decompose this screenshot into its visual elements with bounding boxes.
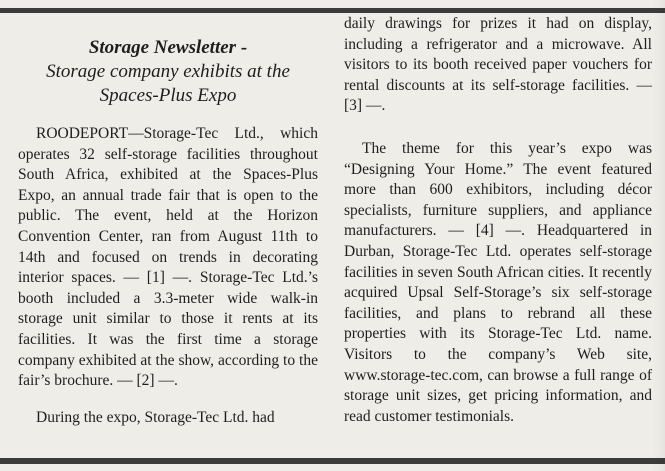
left-column	[18, 14, 318, 455]
bottom-rule	[0, 458, 665, 464]
top-rule	[0, 8, 665, 13]
article-subtitle-line1: Storage company exhibits at the	[46, 61, 290, 82]
paragraph-2-end: daily drawings for prizes it had on display, including a refrigerator and a microwave. All visitors to its booth received paper vouchers for rental discounts at its self-storage facilities. — [3] —.	[344, 15, 652, 115]
paragraph-3: The theme for this year’s expo was “Designing Your Home.” The event featured more than 600 exhibitors, including décor specialists, furniture suppliers, and appliance manufacturers. — [4] —. Headquartered in Durban, Storage-Tec Ltd. operates self-storage facilities in seven South African cities. It recently acquired Upsal Self-Storage’s six self-storage facilities, and plans to rebrand all these properties with its Storage-Tec Ltd. name. Visitors to the company’s Web site, www.storage-tec.com, can browse a full range of storage unit sizes, get pricing information, and read customer testimonials.	[344, 139, 652, 425]
article-subtitle-line2: Spaces-Plus Expo	[99, 85, 237, 106]
newsletter-title: Storage Newsletter -	[88, 37, 248, 58]
right-column	[344, 14, 652, 455]
paragraph-2-start: During the expo, Storage-Tec Ltd. had	[36, 408, 275, 426]
page-edge-shading	[653, 0, 665, 471]
article-heading	[18, 36, 318, 108]
paragraph-1: ROODEPORT—Storage-Tec Ltd., which operates 32 self-storage facilities throughout South Africa, exhibited at the Spaces-Plus Expo, an annual trade fair that is open to the public. The event, held at the Horizon Convention Center, ran from August 11th to 14th and focused on trends in decorating interior spaces. — [1] —. Storage-Tec Ltd.’s booth included a 3.3-meter wide walk-in storage unit similar to those it rents at its facilities. It was the first time a storage company exhibited at the show, according to the fair’s brochure. — [2] —.	[18, 125, 318, 390]
